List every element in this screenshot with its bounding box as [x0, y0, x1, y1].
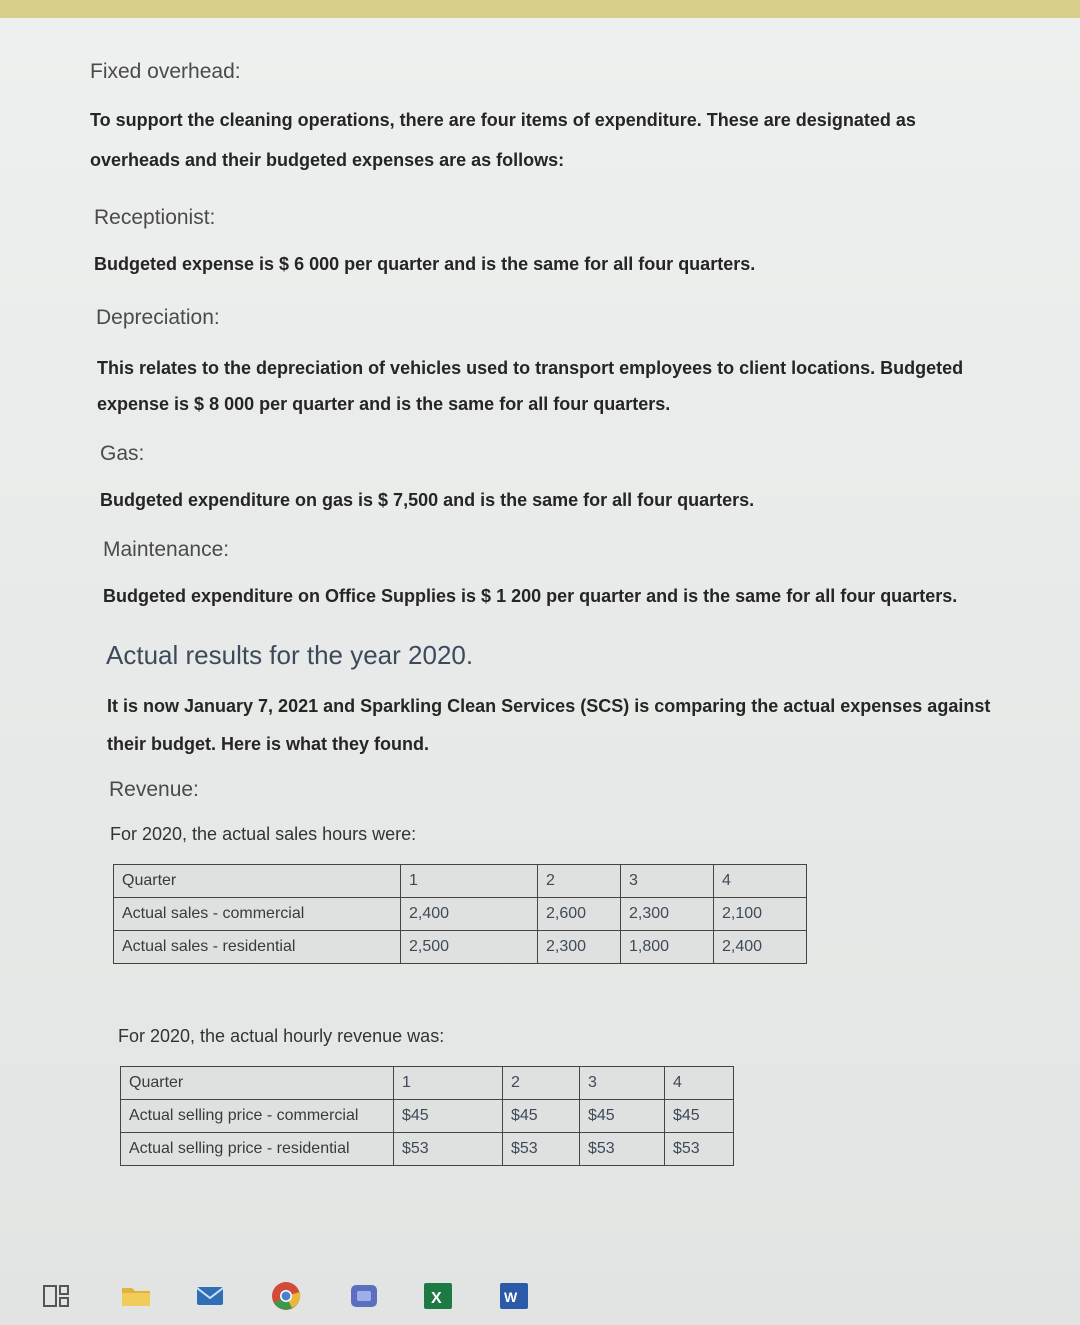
table-cell: 2,400	[714, 931, 807, 964]
document-page	[0, 18, 1080, 1280]
fixed-overhead-heading: Fixed overhead:	[90, 60, 241, 83]
table-cell: 1	[401, 865, 538, 898]
table-cell: 2,600	[538, 898, 621, 931]
actual-results-title: Actual results for the year 2020.	[106, 640, 474, 670]
sales-hours-caption: For 2020, the actual sales hours were:	[110, 824, 417, 844]
hourly-revenue-table	[120, 1066, 734, 1166]
table-cell: 4	[714, 865, 807, 898]
word-icon[interactable]	[496, 1278, 532, 1314]
table-cell: $45	[580, 1100, 665, 1133]
table-cell: $53	[665, 1133, 734, 1166]
table-row	[114, 931, 807, 964]
actual-intro-line-1: It is now January 7, 2021 and Sparkling Clean Services (SCS) is comparing the actual expenses against	[107, 696, 991, 716]
table-cell: 2,300	[538, 931, 621, 964]
table-cell: 2,400	[401, 898, 538, 931]
table-cell: 2	[503, 1067, 580, 1100]
fixed-overhead-intro-line-2: overheads and their budgeted expenses are as follows:	[90, 150, 565, 170]
table-cell: Actual selling price - commercial	[121, 1100, 394, 1133]
table-row	[114, 898, 807, 931]
table-cell: $53	[394, 1133, 503, 1166]
gas-text: Budgeted expenditure on gas is $ 7,500 and is the same for all four quarters.	[100, 490, 755, 510]
table-cell: 4	[665, 1067, 734, 1100]
depreciation-text-line-1: This relates to the depreciation of vehicles used to transport employees to client locations. Budgeted	[97, 358, 964, 378]
depreciation-heading: Depreciation:	[96, 306, 220, 329]
mail-icon[interactable]	[192, 1278, 228, 1314]
table-cell: Actual sales - commercial	[114, 898, 401, 931]
top-accent-bar	[0, 0, 1080, 18]
table-cell: 1,800	[621, 931, 714, 964]
table-row	[121, 1133, 734, 1166]
table-cell: Quarter	[121, 1067, 394, 1100]
maintenance-text: Budgeted expenditure on Office Supplies is $ 1 200 per quarter and is the same for all four quarters.	[103, 586, 958, 606]
table-cell: $45	[665, 1100, 734, 1133]
excel-letter: X	[431, 1290, 442, 1307]
word-letter: W	[504, 1289, 518, 1305]
table-cell: $53	[580, 1133, 665, 1166]
table-cell: 2	[538, 865, 621, 898]
maintenance-heading: Maintenance:	[103, 538, 230, 561]
task-view-icon[interactable]	[38, 1278, 74, 1314]
hourly-revenue-caption: For 2020, the actual hourly revenue was:	[118, 1026, 445, 1046]
receptionist-text: Budgeted expense is $ 6 000 per quarter and is the same for all four quarters.	[94, 254, 756, 274]
gas-heading: Gas:	[100, 442, 145, 465]
table-row	[121, 1067, 734, 1100]
table-row	[121, 1100, 734, 1133]
taskbar	[0, 1268, 1080, 1325]
sales-hours-table	[113, 864, 807, 964]
excel-icon[interactable]	[420, 1278, 456, 1314]
table-row	[114, 865, 807, 898]
file-explorer-icon[interactable]	[118, 1278, 154, 1314]
table-cell: $53	[503, 1133, 580, 1166]
table-cell: $45	[503, 1100, 580, 1133]
teams-icon[interactable]	[346, 1278, 382, 1314]
chrome-icon[interactable]	[268, 1278, 304, 1314]
revenue-heading: Revenue:	[109, 778, 199, 801]
table-cell: 3	[621, 865, 714, 898]
table-cell: 2,100	[714, 898, 807, 931]
fixed-overhead-intro-line-1: To support the cleaning operations, there are four items of expenditure. These are designated as	[90, 110, 916, 130]
table-cell: $45	[394, 1100, 503, 1133]
table-cell: Actual sales - residential	[114, 931, 401, 964]
table-cell: Actual selling price - residential	[121, 1133, 394, 1166]
table-cell: 2,500	[401, 931, 538, 964]
table-cell: 1	[394, 1067, 503, 1100]
actual-intro-line-2: their budget. Here is what they found.	[107, 734, 430, 754]
table-cell: 3	[580, 1067, 665, 1100]
depreciation-text-line-2: expense is $ 8 000 per quarter and is the same for all four quarters.	[97, 394, 671, 414]
table-cell: 2,300	[621, 898, 714, 931]
receptionist-heading: Receptionist:	[94, 206, 216, 229]
table-cell: Quarter	[114, 865, 401, 898]
